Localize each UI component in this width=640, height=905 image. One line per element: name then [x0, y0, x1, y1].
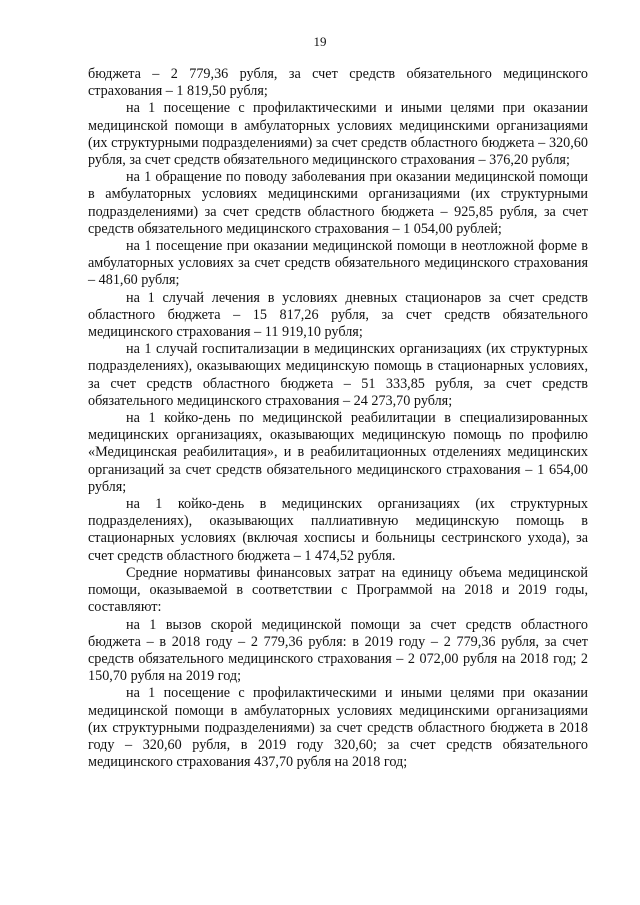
- paragraph: на 1 случай госпитализации в медицинских организациях (их структурных подразделениях), оказывающих медицинскую помощь в стационарных условиях, за счет средств областного бюджета – 51 333,85 рубля, за счет средств обязательного медицинского страхования – 24 273,70 рубля;: [88, 341, 588, 409]
- paragraph: на 1 койко-день по медицинской реабилитации в специализированных медицинских организациях, оказывающих медицинскую помощь по профилю «Медицинская реабилитация», и в реабилитационных отделениях медицинских организаций за счет средств обязательного медицинского страхования – 1 654,00 рубля;: [88, 410, 588, 495]
- paragraph: бюджета – 2 779,36 рубля, за счет средств обязательного медицинского страхования – 1 819,50 рубля;: [88, 66, 588, 100]
- paragraph: на 1 посещение при оказании медицинской помощи в неотложной форме в амбулаторных условиях за счет средств обязательного медицинского страхования – 481,60 рубля;: [88, 238, 588, 289]
- document-body: [88, 66, 588, 771]
- paragraph: на 1 вызов скорой медицинской помощи за счет средств областного бюджета – в 2018 году – 2 779,36 рубля: в 2019 году – 2 779,36 рубля, за счет средств обязательного медицинского страхования – 2 072,00 рубля на 2018 год; 2 150,70 рубля на 2019 год;: [88, 616, 588, 685]
- paragraph: на 1 обращение по поводу заболевания при оказании медицинской помощи в амбулаторных условиях медицинскими организациями (их структурными подразделениями) за счет средств областного бюджета – 925,85 рубля, за счет средств обязательного медицинского страхования – 1 054,00 рублей;: [88, 169, 588, 237]
- paragraph: на 1 посещение с профилактическими и иными целями при оказании медицинской помощи в амбулаторных условиях медицинскими организациями (их структурными подразделениями) за счет средств областного бюджета в 2018 году – 320,60 рубля, в 2019 году 320,60; за счет средств обязательного медицинского страхования 437,70 рубля на 2018 год;: [88, 685, 588, 771]
- page-number: 19: [313, 34, 327, 49]
- paragraph: на 1 случай лечения в условиях дневных стационаров за счет средств областного бюджета – 15 817,26 рубля, за счет средств обязательного медицинского страхования – 11 919,10 рубля;: [88, 289, 588, 341]
- paragraph: на 1 посещение с профилактическими и иными целями при оказании медицинской помощи в амбулаторных условиях медицинскими организациями (их структурными подразделениями) за счет средств областного бюджета – 320,60 рубля, за счет средств обязательного медицинского страхования – 376,20 рубля;: [88, 100, 588, 169]
- paragraph: Средние нормативы финансовых затрат на единицу объема медицинской помощи, оказываемой в соответствии с Программой на 2018 и 2019 годы, составляют:: [88, 564, 588, 616]
- paragraph: на 1 койко-день в медицинских организациях (их структурных подразделениях), оказывающих паллиативную медицинскую помощь в стационарных условиях (включая хосписы и больницы сестринского ухода), за счет средств областного бюджета – 1 474,52 рубля.: [88, 496, 588, 564]
